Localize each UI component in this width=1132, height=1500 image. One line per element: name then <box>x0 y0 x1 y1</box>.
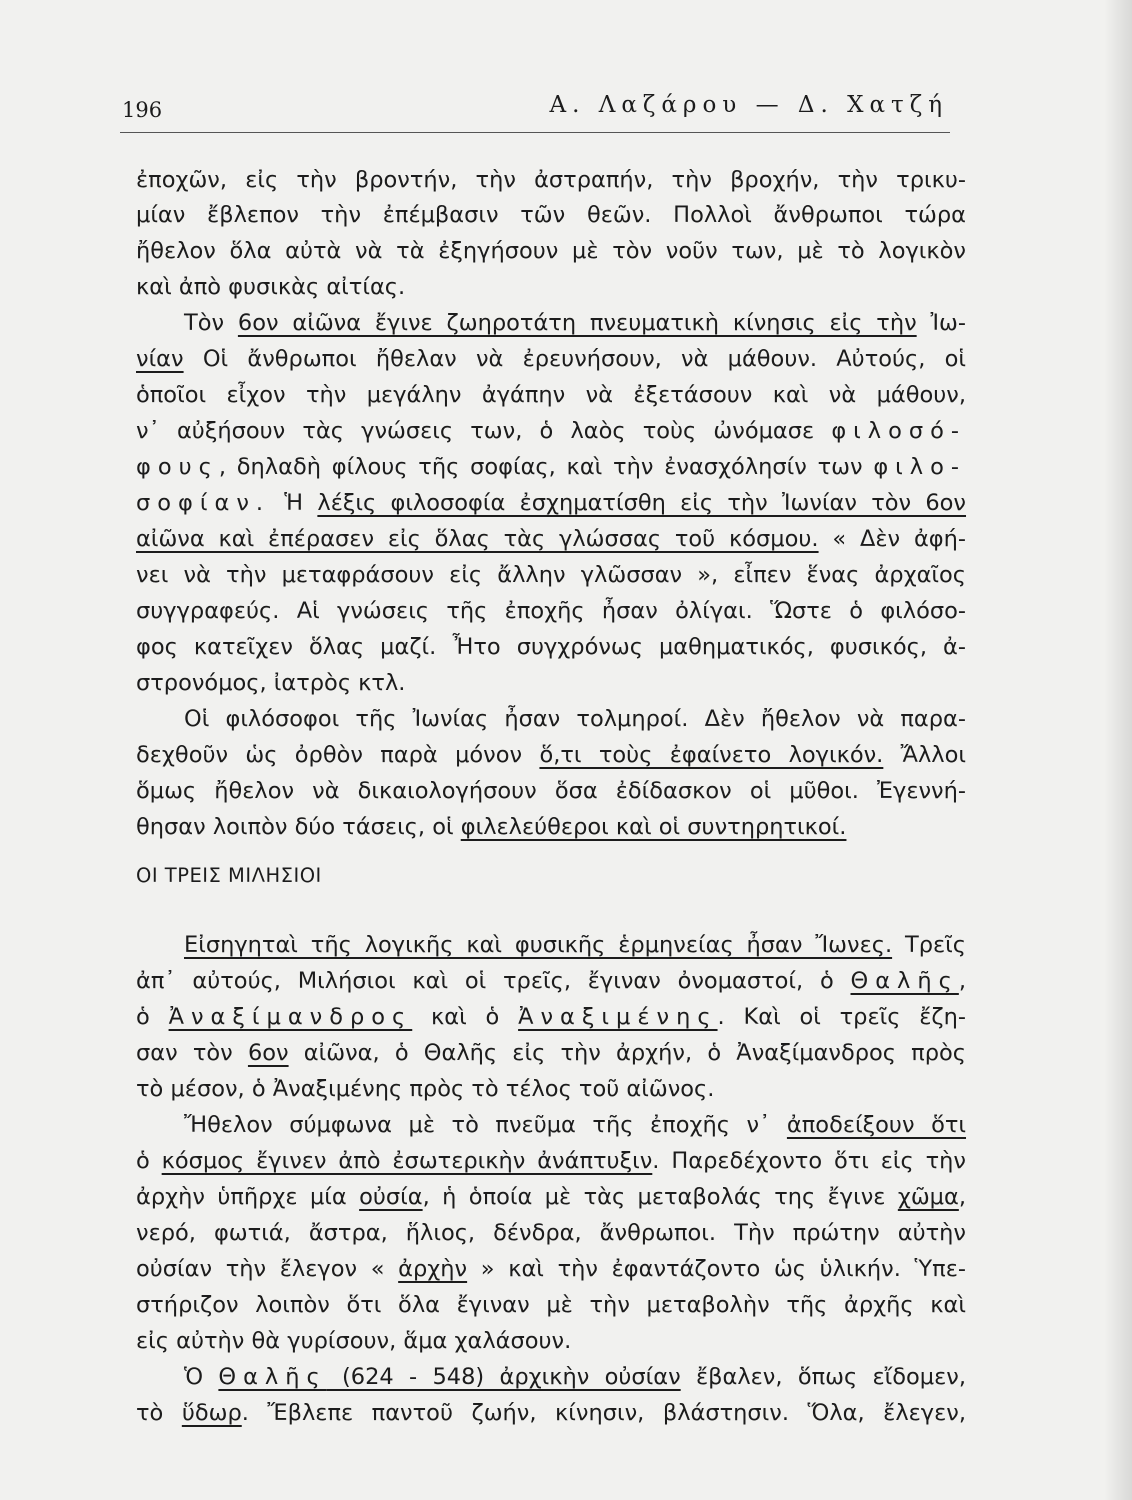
text-line: εἰς αὐτὴν θὰ γυρίσουν, ἅμα χαλάσουν. <box>136 1328 572 1354</box>
underlined-phrase: (624 - 548) ἀρχικὴν οὐσίαν <box>326 1364 681 1390</box>
underlined-phrase: Εἰσηγηταὶ τῆς λογικῆς καὶ φυσικῆς ἑρμηνείας ἦσαν Ἴωνες. <box>184 932 893 958</box>
text-line: ὅμως ἤθελον νὰ δικαιολογήσουν ὅσα ἐδίδασκον οἱ μῦθοι. Ἐγεννή- <box>136 778 966 804</box>
underlined-phrase: 6ον αἰῶνα ἔγινε ζωηροτάτη πνευματικὴ κίνησις εἰς τὴν <box>237 310 917 336</box>
spaced-term: σοφίαν. <box>136 490 271 516</box>
text-line: σαν τὸν 6ον αἰῶνα, ὁ Θαλῆς εἰς τὴν ἀρχήν, ὁ Ἀναξίμανδρος πρὸς <box>136 1040 966 1066</box>
underlined-phrase: λέξις φιλοσοφία ἐσχηματίσθη εἰς τὴν Ἰωνίαν τὸν 6ον <box>317 490 967 516</box>
text-line: Ἤθελον σύμφωνα μὲ τὸ πνεῦμα τῆς ἐποχῆς ν᾿ ἀποδείξουν ὅτι <box>184 1112 967 1138</box>
underlined-phrase: κόσμος ἔγινεν ἀπὸ ἐσωτερικὴν ἀνάπτυξιν <box>161 1148 653 1174</box>
text-line: νερό, φωτιά, ἄστρα, ἥλιος, δένδρα, ἄνθρωποι. Τὴν πρώτην αὐτὴν <box>136 1220 966 1246</box>
text-line: οὐσίαν τὴν ἔλεγον « ἀρχὴν » καὶ τὴν ἐφαντάζοντο ὡς ὑλικήν. Ὑπε- <box>136 1256 966 1282</box>
text-line: νει νὰ τὴν μεταφράσουν εἰς ἄλλην γλῶσσαν », εἶπεν ἕνας ἀρχαῖος <box>136 562 966 588</box>
text-line: Ὁ Θαλῆς (624 - 548) ἀρχικὴν οὐσίαν ἔβαλεν, ὅπως εἴδομεν, <box>184 1364 966 1390</box>
text-line: αἰῶνα καὶ ἐπέρασεν εἰς ὅλας τὰς γλώσσας τοῦ κόσμου. « Δὲν ἀφή- <box>136 526 966 552</box>
underlined-phrase: φιλελεύθεροι καὶ οἱ συντηρητικοί. <box>460 814 847 840</box>
underlined-phrase: χῶμα <box>897 1184 959 1210</box>
text-line: ἀπ᾿ αὐτούς, Μιλήσιοι καὶ οἱ τρεῖς, ἔγιναν ὀνομαστοί, ὁ Θαλῆς, <box>136 968 966 994</box>
underlined-phrase: νίαν <box>136 346 184 372</box>
text-line: θησαν λοιπὸν δύο τάσεις, οἱ φιλελεύθεροι καὶ οἱ συντηρητικοί. <box>136 814 847 840</box>
text-line: Οἱ φιλόσοφοι τῆς Ἰωνίας ἦσαν τολμηροί. Δὲν ἤθελον νὰ παρα- <box>184 706 966 732</box>
text-line: τὸ ὕδωρ. Ἔβλεπε παντοῦ ζωήν, κίνησιν, βλάστησιν. Ὅλα, ἔλεγεν, <box>136 1400 966 1426</box>
spaced-term: φιλοσό- <box>831 418 966 444</box>
running-title: Α. Λαζάρου — Δ. Χατζή <box>549 92 948 118</box>
text-line: φους, δηλαδὴ φίλους τῆς σοφίας, καὶ τὴν ἐνασχόλησίν των φιλο- <box>136 454 966 480</box>
page-number: 196 <box>122 98 163 122</box>
underlined-phrase: αἰῶνα καὶ ἐπέρασεν εἰς ὅλας τὰς γλώσσας τοῦ κόσμου. <box>136 526 819 552</box>
text-line: συγγραφεύς. Αἱ γνώσεις τῆς ἐποχῆς ἦσαν ὀλίγαι. Ὥστε ὁ φιλόσο- <box>136 598 966 624</box>
underlined-phrase: ἀρχὴν <box>398 1256 468 1282</box>
spaced-term: Ἀναξιμένης <box>518 1004 718 1030</box>
text-line: στήριζον λοιπὸν ὅτι ὅλα ἔγιναν μὲ τὴν μεταβολὴν τῆς ἀρχῆς καὶ <box>136 1292 966 1318</box>
underlined-phrase: οὐσία <box>359 1184 423 1210</box>
text-line: νίαν Οἱ ἄνθρωποι ἤθελαν νὰ ἐρευνήσουν, νὰ μάθουν. Αὐτούς, οἱ <box>136 346 966 372</box>
spaced-term: φιλο- <box>873 454 966 480</box>
underlined-phrase: ὅ,τι τοὺς ἐφαίνετο λογικόν. <box>539 742 884 768</box>
text-line: ὁποῖοι εἶχον τὴν μεγάλην ἀγάπην νὰ ἐξετάσουν καὶ νὰ μάθουν, <box>136 382 966 408</box>
text-line: τὸ μέσον, ὁ Ἀναξιμένης πρὸς τὸ τέλος τοῦ αἰῶνος. <box>136 1076 715 1102</box>
spaced-term: Θαλῆς <box>218 1364 327 1390</box>
text-line: ν᾿ αὐξήσουν τὰς γνώσεις των, ὁ λαὸς τοὺς ὠνόμασε φιλοσό- <box>136 418 966 444</box>
text-line: Τὸν 6ον αἰῶνα ἔγινε ζωηροτάτη πνευματικὴ κίνησις εἰς τὴν Ἰω- <box>184 310 966 336</box>
text-line: καὶ ἀπὸ φυσικὰς αἰτίας. <box>136 274 406 300</box>
underlined-phrase: 6ον <box>247 1040 289 1066</box>
page-header <box>120 92 950 133</box>
text-line: φος κατεῖχεν ὅλας μαζί. Ἦτο συγχρόνως μαθηματικός, φυσικός, ἀ- <box>136 634 966 660</box>
text-line: δεχθοῦν ὡς ὀρθὸν παρὰ μόνον ὅ,τι τοὺς ἐφαίνετο λογικόν. Ἄλλοι <box>136 742 967 768</box>
text-line: Εἰσηγηταὶ τῆς λογικῆς καὶ φυσικῆς ἑρμηνείας ἦσαν Ἴωνες. Τρεῖς <box>184 932 966 958</box>
text-line: στρονόμος, ἰατρὸς κτλ. <box>136 670 406 696</box>
text-line: σοφίαν. Ἡ λέξις φιλοσοφία ἐσχηματίσθη εἰς τὴν Ἰωνίαν τὸν 6ον <box>136 490 967 516</box>
text-line: ἤθελον ὅλα αὐτὰ νὰ τὰ ἐξηγήσουν μὲ τὸν νοῦν των, μὲ τὸ λογικὸν <box>136 238 966 264</box>
text-line: ἀρχὴν ὑπῆρχε μία οὐσία, ἡ ὁποία μὲ τὰς μεταβολάς της ἔγινε χῶμα, <box>136 1184 966 1210</box>
page-fold-shadow <box>1104 0 1132 1500</box>
text-line: ὁ κόσμος ἔγινεν ἀπὸ ἐσωτερικὴν ἀνάπτυξιν. Παρεδέχοντο ὅτι εἰς τὴν <box>136 1148 966 1174</box>
section-heading: ΟΙ ΤΡΕΙΣ ΜΙΛΗΣΙΟΙ <box>136 864 322 887</box>
spaced-term: φους <box>136 454 219 480</box>
spaced-term: Θαλῆς <box>850 968 959 994</box>
text-line: μίαν ἔβλεπον τὴν ἐπέμβασιν τῶν θεῶν. Πολλοὶ ἄνθρωποι τώρα <box>136 202 966 228</box>
underlined-phrase: ὕδωρ <box>181 1400 242 1426</box>
spaced-term: Ἀναξίμανδρος <box>168 1004 413 1030</box>
text-line: ὁ Ἀναξίμανδρος καὶ ὁ Ἀναξιμένης. Καὶ οἱ τρεῖς ἔζη- <box>136 1004 966 1030</box>
underlined-phrase: ἀποδείξουν ὅτι <box>786 1112 967 1138</box>
text-line: ἐποχῶν, εἰς τὴν βροντήν, τὴν ἀστραπήν, τὴν βροχήν, τὴν τρικυ- <box>136 167 966 193</box>
